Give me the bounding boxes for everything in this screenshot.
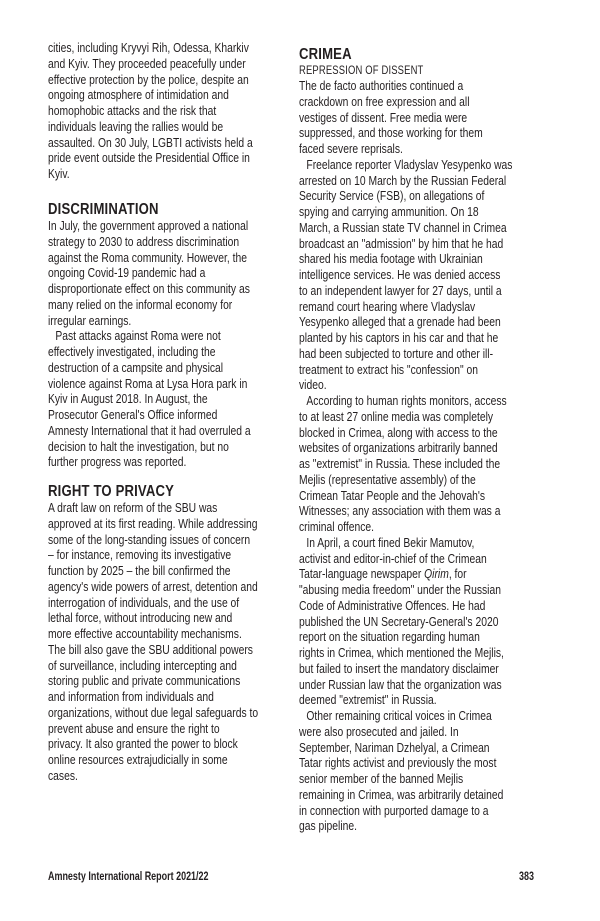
paragraph: [299, 709, 537, 835]
text-line: According to human rights monitors, access: [306, 394, 507, 408]
text-line: Prosecutor General's Office informed: [48, 408, 218, 422]
text-line: agency's wide powers of arrest, detention and: [48, 579, 258, 594]
text-line: Past attacks against Roma were not: [55, 329, 221, 344]
text-line: The de facto authorities continued a: [299, 79, 464, 93]
text-line: spying and carrying ammunition. On 18: [299, 205, 479, 219]
text-line: organizations, without due legal safeguards to: [48, 705, 259, 720]
text-line: Witnesses; any association with them was a: [299, 504, 501, 519]
text-line: effective protection by the police, despite an: [48, 72, 249, 87]
text-line: effectively investigated, including the: [48, 345, 216, 359]
text-line: Yesypenko alleged that a grenade had been: [299, 315, 501, 330]
text-line: In April, a court fined Bekir Mamutov,: [306, 535, 475, 550]
paragraph: [48, 329, 286, 471]
newspaper-title: Qirim: [424, 567, 449, 582]
text-line: disproportionate effect on this community as: [48, 282, 250, 296]
text-line: violence against Roma at Lysa Hora park in: [48, 376, 248, 391]
text-line: Amnesty International that it had overruled a: [48, 423, 251, 438]
text-line: March, a Russian state TV channel in Crimea: [299, 220, 507, 235]
text-line: function by 2025 – the bill confirmed the: [48, 564, 231, 578]
text-line: and Kyiv. They proceeded peacefully under: [48, 56, 246, 71]
text-line: suppressed, and those working for them: [299, 126, 483, 141]
text-line: Mejlis (representative assembly) of the: [299, 472, 476, 487]
left-intro: [48, 41, 286, 183]
text-line: were also prosecuted and jailed. In: [299, 724, 459, 739]
paragraph: [48, 219, 286, 329]
text-line: strategy to 2030 to address discrimination: [48, 234, 240, 249]
text-line: Other remaining critical voices in Crimea: [306, 709, 492, 723]
section-discrimination: [48, 201, 286, 471]
text-line: Kyiv in August 2018. In August, the: [48, 392, 208, 407]
paragraph: [299, 536, 537, 709]
text-line: lethal force, without introducing new and: [48, 611, 233, 626]
text-line: report on the situation regarding human: [299, 630, 480, 645]
text-line: remand court hearing where Vladyslav: [299, 299, 476, 314]
text-line: intelligence services. He was denied access: [299, 268, 501, 282]
section-heading: RIGHT TO PRIVACY: [48, 483, 175, 500]
paragraph: [48, 501, 286, 785]
text-line: In July, the government approved a national: [48, 219, 249, 233]
text-line: cities, including Kryvyi Rih, Odessa, Kharkiv: [48, 41, 249, 55]
text-line: individuals leaving the rallies would be: [48, 119, 224, 134]
text-line: Freelance reporter Vladyslav Yesypenko was: [306, 157, 513, 172]
text-line: to an independent lawyer for 27 days, until a: [299, 283, 502, 298]
section-heading: DISCRIMINATION: [48, 201, 159, 218]
text-line: published the UN Secretary-General's 2020: [299, 614, 499, 629]
paragraph: [299, 79, 537, 158]
text-line: had been subjected to torture and other ill-: [299, 346, 494, 361]
text-line: – for instance, removing its investigative: [48, 548, 232, 563]
text-line: ongoing Covid-19 pandemic had a: [48, 266, 206, 281]
text-line: criminal offence.: [299, 520, 375, 534]
text-line: deemed "extremist" in Russia.: [299, 693, 437, 708]
text-line: approved at its first reading. While addressing: [48, 516, 258, 531]
text-line: pride event outside the Presidential Office in: [48, 151, 250, 166]
text-line: storing public and private communications: [48, 674, 241, 689]
text-line: prevent abuse and ensure the right to: [48, 721, 220, 736]
text-line: shared his media footage with Ukrainian: [299, 252, 483, 267]
text-line: Crimean Tatar People and the Jehovah's: [299, 488, 486, 503]
text-line: Tatar-language newspaper Qirim, for: [299, 567, 467, 582]
text-line: arrested on 10 March by the Russian Federal: [299, 173, 507, 188]
text-line: as "extremist" in Russia. These included the: [299, 457, 501, 471]
text-line: decision to halt the investigation, but no: [48, 439, 229, 454]
text-line: and information from individuals and: [48, 690, 214, 704]
text-line: Code of Administrative Offences. He had: [299, 598, 486, 613]
text-line: irregular earnings.: [48, 313, 132, 328]
text-line: some of the long-standing issues of concern: [48, 532, 251, 547]
footer-report-title: Amnesty International Report 2021/22: [48, 871, 209, 883]
text-line: September, Nariman Dzhelyal, a Crimean: [299, 740, 490, 755]
text-line: interrogation of individuals, and the use of: [48, 595, 240, 610]
text-line: The bill also gave the SBU additional powers: [48, 642, 253, 657]
text-line: senior member of the banned Mejlis: [299, 772, 464, 786]
text-line: of surveillance, including intercepting and: [48, 658, 237, 673]
text-line: blocked in Crimea, along with access to the: [299, 425, 498, 440]
text-line: homophobic attacks and the risk that: [48, 104, 217, 118]
text-line: against the Roma community. However, the: [48, 250, 247, 265]
section-right-to-privacy: [48, 483, 286, 785]
paragraph: [299, 158, 537, 394]
text-line: A draft law on reform of the SBU was: [48, 501, 218, 515]
text-line: privacy. It also granted the power to block: [48, 737, 238, 752]
text-line: gas pipeline.: [299, 819, 357, 834]
paragraph: [48, 41, 286, 183]
text-line: Kyiv.: [48, 167, 70, 181]
text-line: Security Service (FSB), on allegations of: [299, 189, 485, 204]
text-line: activist and editor-in-chief of the Crimean: [299, 551, 487, 566]
text-line: video.: [299, 378, 327, 393]
text-line: vestiges of dissent. Free media were: [299, 110, 468, 125]
text-line: crackdown on free expression and all: [299, 94, 470, 109]
text-line: ongoing atmosphere of intimidation and: [48, 88, 229, 103]
text-line: "abusing media freedom" under the Russian: [299, 583, 501, 597]
text-line: to at least 27 online media was completely: [299, 409, 494, 424]
text-line: further progress was reported.: [48, 455, 187, 470]
text-line: rights in Crimea, which mentioned the Mejlis,: [299, 646, 504, 660]
text-line: websites of organizations arbitrarily banned: [299, 441, 498, 456]
text-line: broadcast an "admission" by him that he had: [299, 236, 504, 251]
section-heading: CRIMEA: [299, 46, 352, 63]
text-line: faced severe reprisals.: [299, 142, 403, 156]
text-line: destruction of a campsite and physical: [48, 360, 224, 375]
text-line: assaulted. On 30 July, LGBTI activists held a: [48, 135, 253, 150]
text-line: under Russian law that the organization was: [299, 677, 502, 692]
text-line: cases.: [48, 768, 78, 783]
paragraph: [299, 394, 537, 536]
text-line: many relied on the informal economy for: [48, 297, 233, 312]
text-line: remaining in Crimea, was arbitrarily detained: [299, 787, 504, 802]
text-line: Tatar rights activist and previously the most: [299, 756, 497, 771]
text-line: in connection with purported damage to a: [299, 803, 489, 818]
text-line: but failed to insert the mandatory disclaimer: [299, 661, 499, 676]
section-crimea: [299, 46, 537, 835]
text-line: treatment to extract his "confession" on: [299, 362, 478, 377]
text-line: online resources extrajudicially in some: [48, 753, 228, 767]
text-line: more effective accountability mechanisms.: [48, 627, 242, 641]
text-line: planted by his captors in his car and that he: [299, 331, 499, 345]
page-number: 383: [519, 871, 534, 883]
subsection-heading: REPRESSION OF DISSENT: [299, 65, 424, 77]
